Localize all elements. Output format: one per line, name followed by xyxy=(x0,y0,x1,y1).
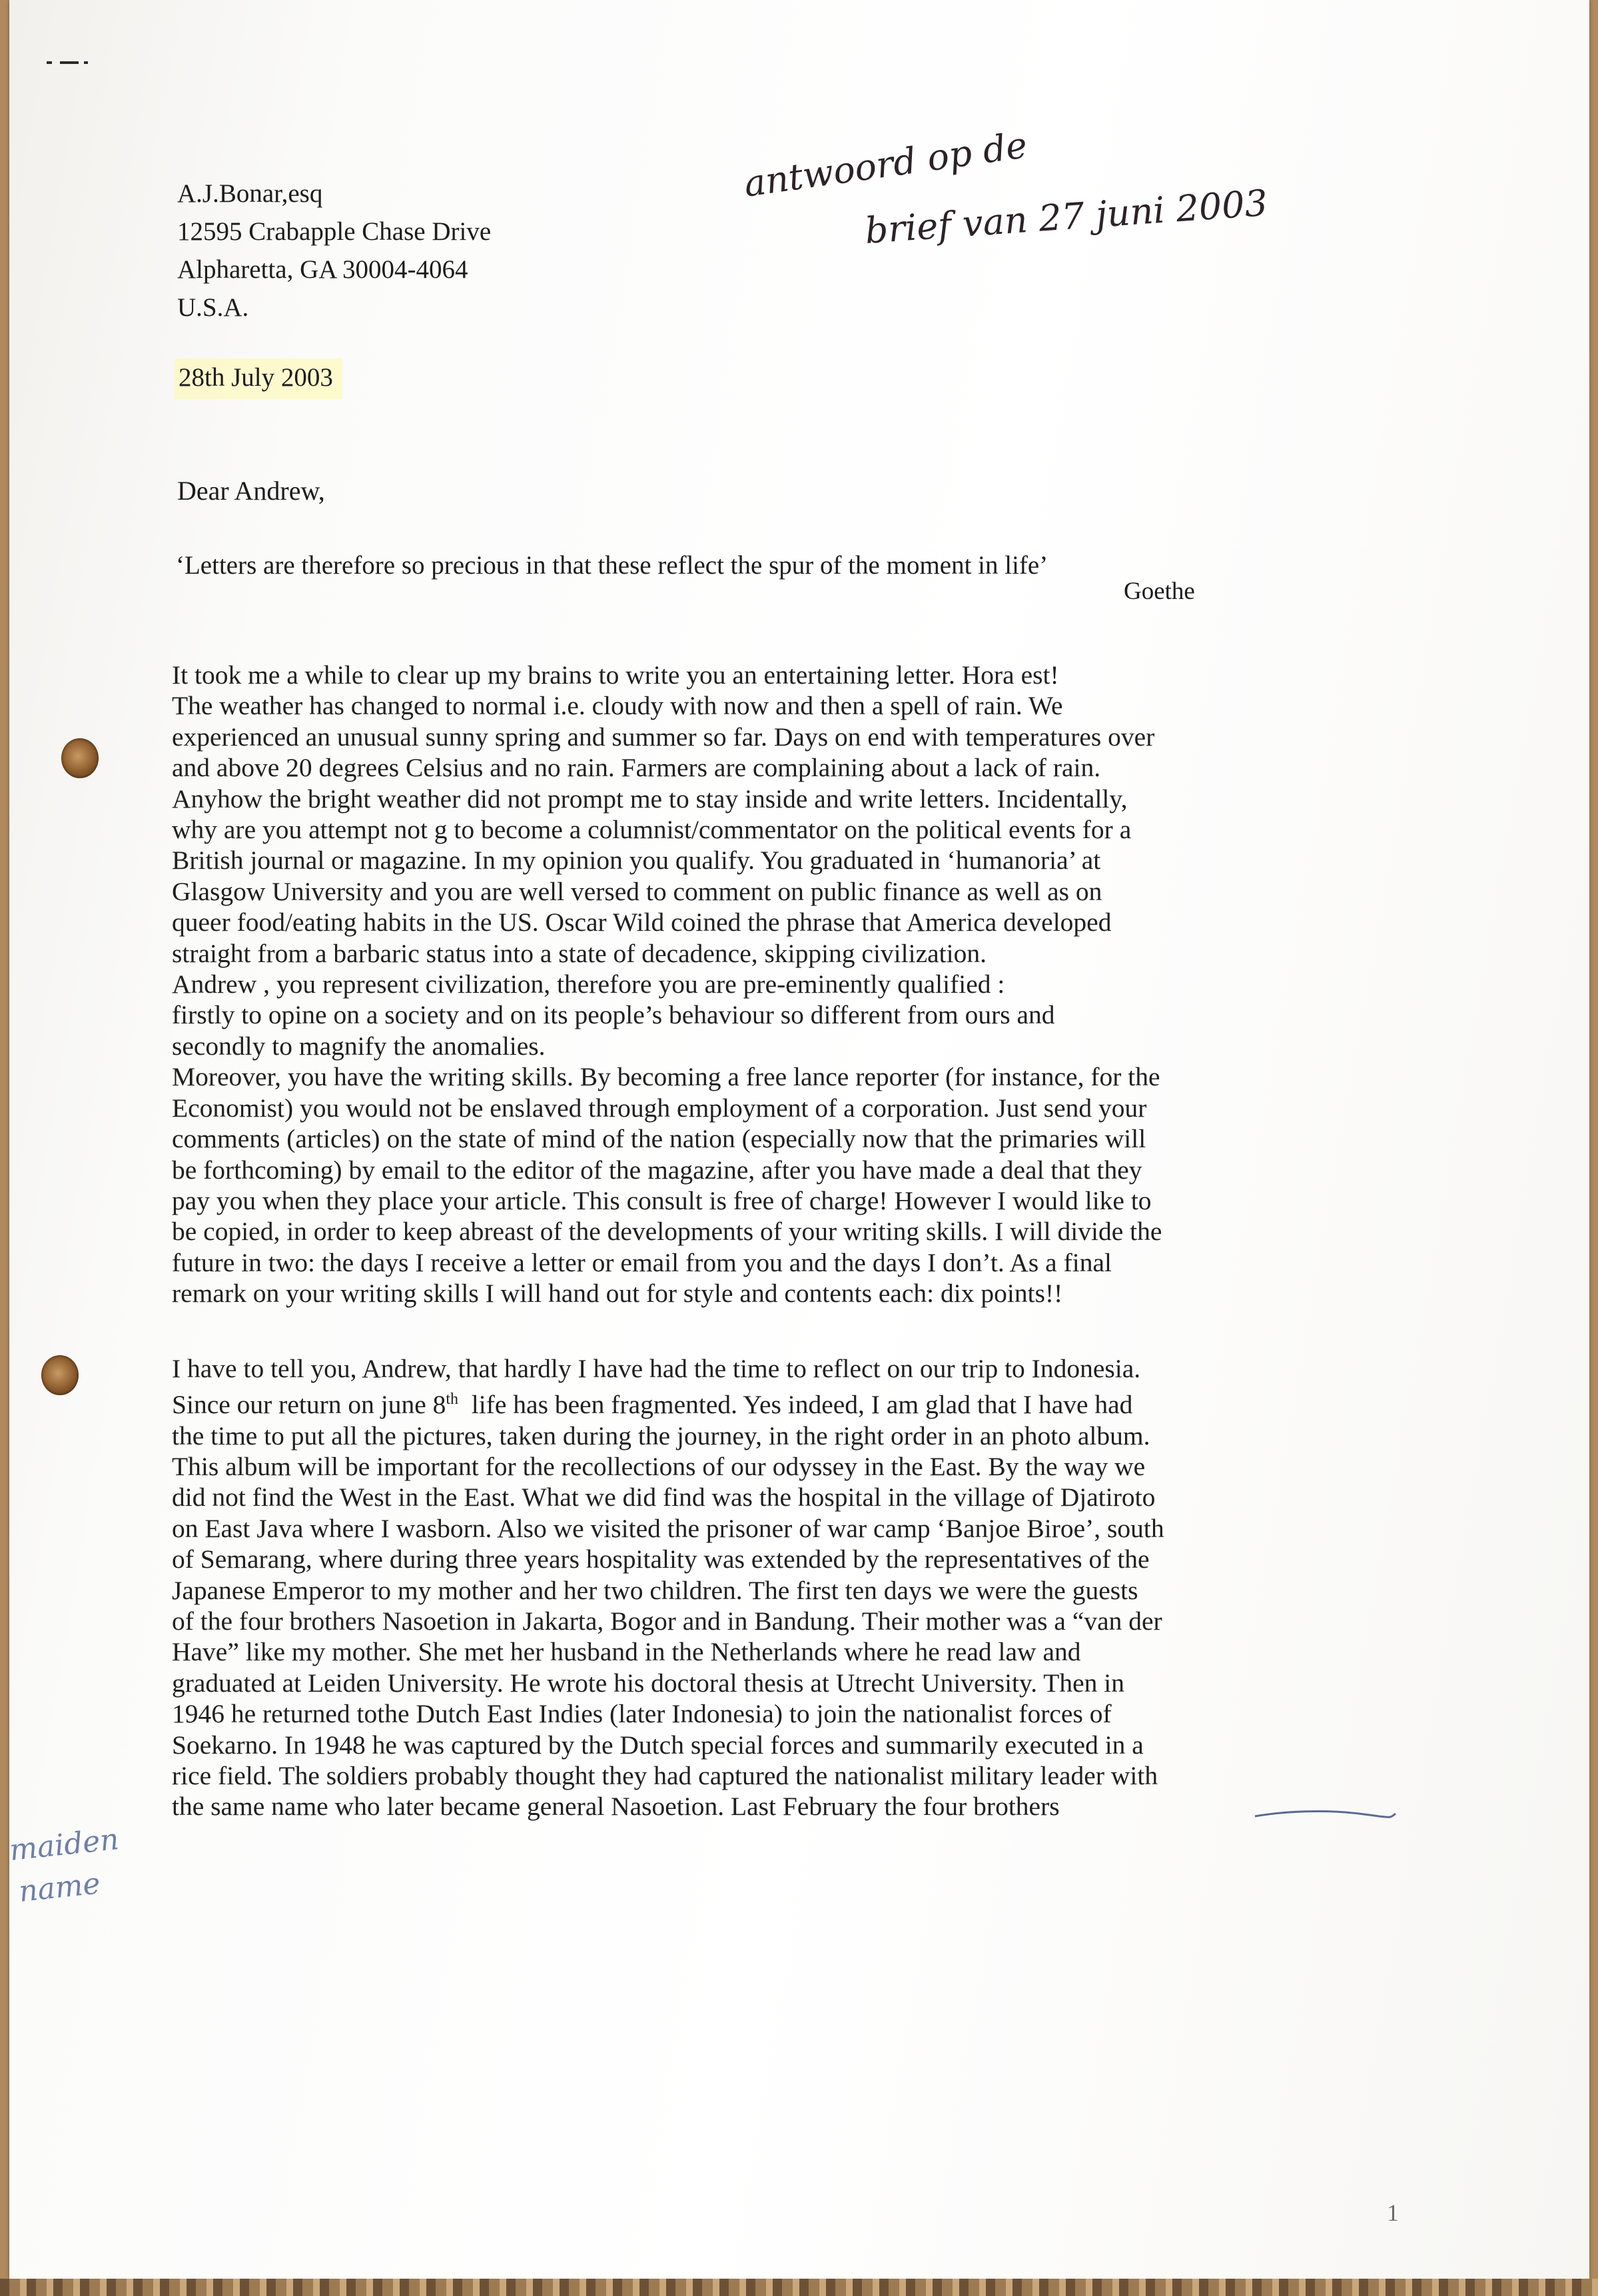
body-line: future in two: the days I receive a letter or email from you and the days I don’t. As a final xyxy=(172,1247,1112,1277)
body-line: be copied, in order to keep abreast of the developments of your writing skills. I will divide the xyxy=(172,1217,1162,1247)
pencil-mark xyxy=(47,61,87,65)
body-line: Japanese Emperor to my mother and her two children. The first ten days we were the guests xyxy=(172,1575,1138,1605)
body-line: experienced an unusual sunny spring and summer so far. Days on end with temperatures over xyxy=(172,722,1155,752)
body-line: Economist) you would not be enslaved through employment of a corporation. Just send your xyxy=(172,1093,1147,1123)
handwritten-line-2: brief van 27 juni 2003 xyxy=(863,181,1269,252)
body-line: on East Java where I wasborn. Also we visited the prisoner of war camp ‘Banjoe Biroe’, south xyxy=(172,1513,1164,1543)
body-line: Soekarno. In 1948 he was captured by the Dutch special forces and summarily executed in a xyxy=(172,1730,1144,1760)
punch-hole-lower xyxy=(41,1355,79,1395)
margin-note-line-1: maiden xyxy=(7,1822,121,1868)
punch-hole-upper xyxy=(61,738,99,778)
body-line: The weather has changed to normal i.e. cloudy with now and then a spell of rain. We xyxy=(172,691,1063,721)
letter-body xyxy=(172,660,1411,1822)
body-line: did not find the West in the East. What we did find was the hospital in the village of Djatiroto xyxy=(172,1482,1156,1512)
body-line: 1946 he returned tothe Dutch East Indies (later Indonesia) to join the nationalist forces of xyxy=(172,1699,1112,1729)
body-line xyxy=(172,1384,1411,1421)
body-line: Moreover, you have the writing skills. By becoming a free lance reporter (for instance, for the xyxy=(172,1062,1160,1092)
handwritten-line-1: antwoord op de xyxy=(741,123,1030,205)
body-line: firstly to opine on a society and on its people’s behaviour so different from ours and xyxy=(172,1000,1055,1030)
body-line: queer food/eating habits in the US. Oscar Wild coined the phrase that America developed xyxy=(172,907,1112,937)
body-line: Glasgow University and you are well versed to comment on public finance as well as on xyxy=(172,876,1102,906)
page-number: 1 xyxy=(1387,2199,1399,2226)
sender-country: U.S.A. xyxy=(177,293,249,322)
body-text: Since our return on june 8 xyxy=(172,1390,446,1420)
body-text: life has been fragmented. Yes indeed, I am glad that I have had xyxy=(458,1390,1133,1420)
body-line: the time to put all the pictures, taken during the journey, in the right order in an photo album. xyxy=(172,1421,1150,1450)
body-line: rice field. The soldiers probably thought they had captured the nationalist military leader with xyxy=(172,1760,1158,1790)
paragraph-gap xyxy=(172,1309,1411,1353)
quote-author: Goethe xyxy=(1124,578,1195,605)
sender-city: Alpharetta, GA 30004-4064 xyxy=(177,255,468,284)
body-line: of Semarang, where during three years hospitality was extended by the representatives of the xyxy=(172,1544,1150,1574)
goethe-quote: ‘Letters are therefore so precious in that these reflect the spur of the moment in life’ xyxy=(176,551,1048,580)
letter-date: 28th July 2003 xyxy=(175,358,342,399)
body-line: It took me a while to clear up my brains to write you an entertaining letter. Hora est! xyxy=(172,660,1059,690)
body-line: pay you when they place your article. This consult is free of charge! However I would like to xyxy=(172,1185,1152,1215)
desk-edge xyxy=(0,2279,1598,2296)
margin-note xyxy=(9,1823,169,1916)
body-line: Anyhow the bright weather did not prompt me to stay inside and write letters. Incidentally, xyxy=(172,784,1128,814)
body-line: straight from a barbaric status into a state of decadence, skipping civilization. xyxy=(172,938,987,968)
salutation: Dear Andrew, xyxy=(177,476,325,506)
body-line: This album will be important for the recollections of our odyssey in the East. By the way we xyxy=(172,1451,1146,1481)
paragraph-1 xyxy=(172,660,1411,1309)
ordinal-suffix: th xyxy=(446,1390,459,1408)
sender-address xyxy=(177,175,491,326)
paragraph-2 xyxy=(172,1353,1411,1822)
body-line: comments (articles) on the state of mind of the nation (especially now that the primaries will xyxy=(172,1124,1146,1154)
body-line: graduated at Leiden University. He wrote his doctoral thesis at Utrecht University. Then in xyxy=(172,1668,1125,1698)
body-line: British journal or magazine. In my opinion you qualify. You graduated in ‘humanoria’ at xyxy=(172,846,1101,875)
sender-street: 12595 Crabapple Chase Drive xyxy=(177,217,492,246)
body-line: be forthcoming) by email to the editor of the magazine, after you have made a deal that they xyxy=(172,1155,1142,1185)
body-line: the same name who later became general Nasoetion. Last February the four brothers xyxy=(172,1792,1060,1822)
handwritten-note xyxy=(739,123,1405,303)
body-line: I have to tell you, Andrew, that hardly I have had the time to reflect on our trip to Indonesia. xyxy=(172,1353,1141,1383)
margin-note-line-2: name xyxy=(17,1866,102,1909)
handwritten-underline xyxy=(1252,1804,1399,1824)
body-line: Andrew , you represent civilization, therefore you are pre-eminently qualified : xyxy=(172,969,1005,999)
body-line: secondly to magnify the anomalies. xyxy=(172,1031,546,1061)
body-line: remark on your writing skills I will hand out for style and contents each: dix points!! xyxy=(172,1279,1063,1309)
body-line: why are you attempt not g to become a columnist/commentator on the political events for a xyxy=(172,815,1132,845)
sender-name: A.J.Bonar,esq xyxy=(177,179,323,208)
body-line: Have” like my mother. She met her husband in the Netherlands where he read law and xyxy=(172,1637,1081,1667)
body-line: of the four brothers Nasoetion in Jakarta, Bogor and in Bandung. Their mother was a “van der xyxy=(172,1606,1162,1636)
body-line: and above 20 degrees Celsius and no rain. Farmers are complaining about a lack of rain. xyxy=(172,753,1101,783)
